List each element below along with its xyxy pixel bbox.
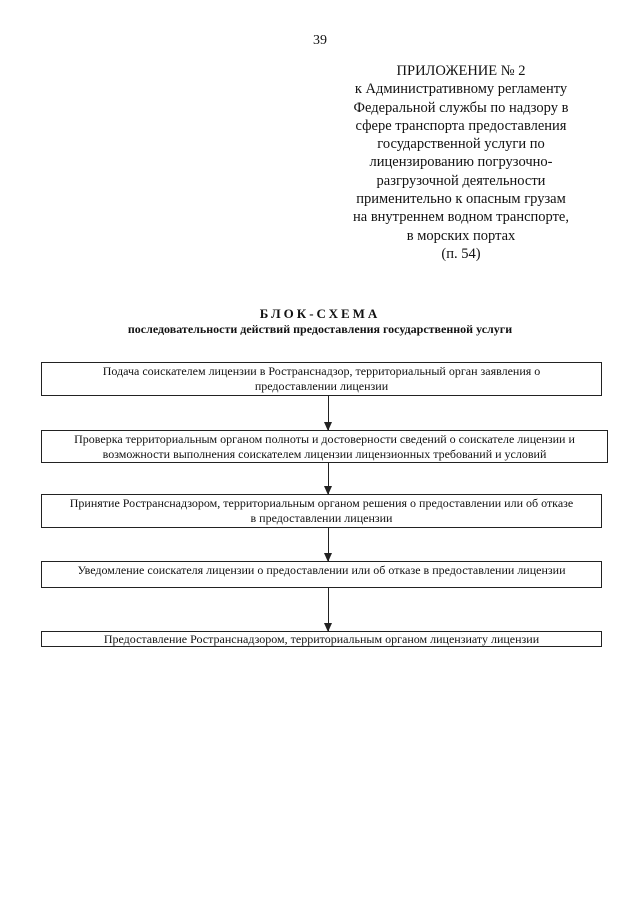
appendix-line: (п. 54) xyxy=(441,245,481,262)
appendix-line: к Административному регламенту xyxy=(354,81,568,98)
flow-step-4 xyxy=(41,561,602,588)
appendix-line: ПРИЛОЖЕНИЕ № 2 xyxy=(396,63,526,79)
flow-step-1 xyxy=(41,362,602,396)
flow-step-3-line1: Принятие Ространснадзором, территориальным органом решения о предоставлении или об отказе xyxy=(69,496,574,510)
scheme-title: БЛОК-СХЕМА xyxy=(259,306,381,321)
page-number: 39 xyxy=(313,33,327,48)
flow-arrow-1 xyxy=(328,396,329,430)
flow-step-3-line2: в предоставлении лицензии xyxy=(250,511,393,525)
appendix-line: государственной услуги по xyxy=(377,136,545,153)
appendix-line: на внутреннем водном транспорте, xyxy=(353,209,569,226)
flow-step-2-line1: Проверка территориальным органом полноты и достоверности сведений о соискателе лицензии и xyxy=(74,432,575,446)
appendix-header xyxy=(330,62,592,263)
flow-step-2 xyxy=(41,430,608,463)
flow-step-3 xyxy=(41,494,602,528)
flow-step-5 xyxy=(41,631,602,647)
appendix-line: лицензированию погрузочно- xyxy=(369,154,553,171)
appendix-line: в морских портах xyxy=(406,227,516,244)
flow-arrow-3 xyxy=(328,528,329,561)
flow-step-4-line1: Уведомление соискателя лицензии о предоставлении или об отказе в предоставлении лицензии xyxy=(77,563,566,577)
flow-arrow-2 xyxy=(328,463,329,494)
flow-step-1-line1: Подача соискателем лицензии в Ространснадзор, территориальный орган заявления о xyxy=(102,364,541,378)
appendix-line: применительно к опасным грузам xyxy=(356,191,566,208)
appendix-line: разгрузочной деятельности xyxy=(376,172,546,189)
scheme-subtitle: последовательности действий предоставления государственной услуги xyxy=(127,322,513,336)
appendix-line: Федеральной службы по надзору в xyxy=(353,99,569,116)
flow-step-5-line1: Предоставление Ространснадзором, территориальным органом лицензиату лицензии xyxy=(103,632,540,646)
flow-step-1-line2: предоставлении лицензии xyxy=(254,379,389,393)
appendix-line: сфере транспорта предоставления xyxy=(355,117,567,134)
flow-arrow-4 xyxy=(328,588,329,631)
flow-step-2-line2: возможности выполнения соискателем лицензии лицензионных требований и условий xyxy=(102,447,547,461)
